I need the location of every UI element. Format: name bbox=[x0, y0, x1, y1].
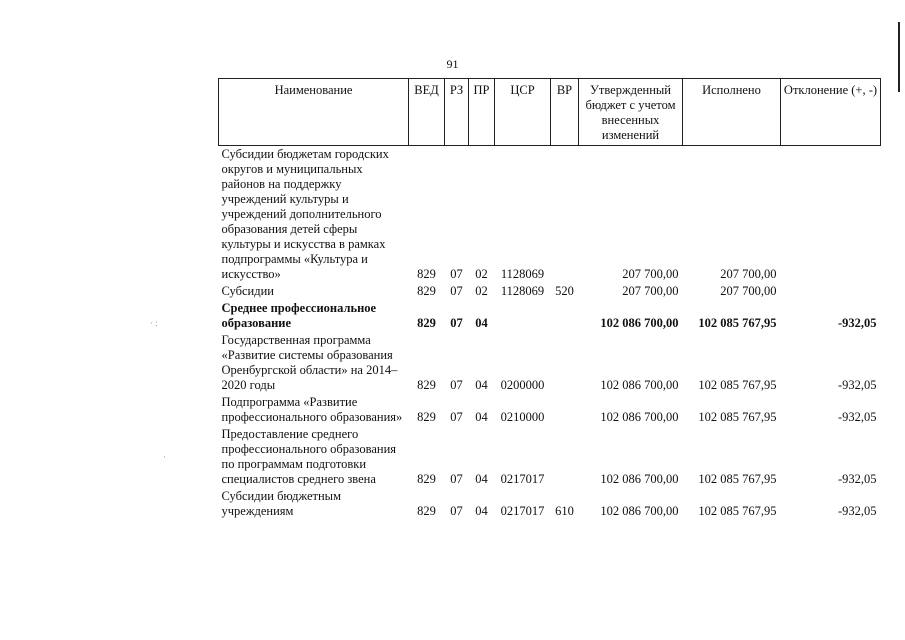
page-edge-rule bbox=[898, 22, 900, 92]
row-name: Субсидии бюджетам городских округов и муниципальных районов на поддержку учреждений культуры и учреждений дополнительного образования детей сферы культуры и искусства в рамках подпрограммы «Культура и искусство» bbox=[221, 147, 389, 281]
header-name: Наименование bbox=[219, 79, 409, 146]
row-csr bbox=[495, 300, 551, 332]
row-pr: 02 bbox=[475, 284, 488, 298]
row-approved: 102 086 700,00 bbox=[600, 316, 679, 330]
table-row bbox=[219, 146, 881, 284]
header-csr: ЦСР bbox=[495, 79, 551, 146]
table-row bbox=[219, 426, 881, 488]
row-pr: 04 bbox=[475, 378, 488, 392]
scan-artifact: · bbox=[163, 452, 166, 462]
row-ved: 829 bbox=[417, 267, 436, 281]
row-deviation: -932,05 bbox=[837, 410, 877, 424]
row-rz: 07 bbox=[450, 410, 463, 424]
row-vr: 520 bbox=[555, 284, 574, 298]
row-ved: 829 bbox=[417, 472, 436, 486]
row-csr: 1128069 bbox=[500, 267, 545, 281]
row-executed: 102 085 767,95 bbox=[698, 378, 777, 392]
row-rz: 07 bbox=[450, 378, 463, 392]
row-csr: 0217017 bbox=[500, 472, 545, 486]
table-row-section-total bbox=[219, 300, 881, 332]
row-name: Государственная программа «Развитие системы образования Оренбургской области» на 2014–2020 годы bbox=[221, 333, 398, 392]
budget-table-wrapper bbox=[218, 78, 881, 520]
row-approved: 102 086 700,00 bbox=[600, 378, 679, 392]
row-ved: 829 bbox=[417, 504, 436, 518]
row-pr: 04 bbox=[475, 316, 488, 330]
row-rz: 07 bbox=[450, 267, 463, 281]
row-pr: 04 bbox=[475, 472, 488, 486]
row-deviation: -932,05 bbox=[837, 316, 877, 330]
row-rz: 07 bbox=[450, 504, 463, 518]
header-vr: ВР bbox=[551, 79, 579, 146]
row-csr: 0200000 bbox=[500, 378, 545, 392]
page-number: 91 bbox=[446, 57, 459, 71]
header-deviation: Отклонение (+, -) bbox=[781, 79, 881, 146]
row-approved: 102 086 700,00 bbox=[600, 472, 679, 486]
row-executed: 102 085 767,95 bbox=[698, 316, 777, 330]
row-name: Предоставление среднего профессионального образования по программам подготовки специалистов среднего звена bbox=[221, 427, 397, 486]
row-approved: 102 086 700,00 bbox=[600, 504, 679, 518]
scan-artifact: · : bbox=[150, 318, 158, 328]
row-rz: 07 bbox=[450, 316, 463, 330]
row-approved: 102 086 700,00 bbox=[600, 410, 679, 424]
header-ved: ВЕД bbox=[409, 79, 445, 146]
table-row bbox=[219, 488, 881, 520]
table-row bbox=[219, 332, 881, 394]
header-executed: Исполнено bbox=[683, 79, 781, 146]
row-vr: 610 bbox=[555, 504, 574, 518]
row-deviation bbox=[781, 146, 881, 284]
row-ved: 829 bbox=[417, 378, 436, 392]
row-csr: 0210000 bbox=[500, 410, 545, 424]
row-pr: 04 bbox=[475, 410, 488, 424]
row-executed: 102 085 767,95 bbox=[698, 504, 777, 518]
row-pr: 04 bbox=[475, 504, 488, 518]
row-deviation: -932,05 bbox=[837, 378, 877, 392]
row-executed: 207 700,00 bbox=[720, 284, 777, 298]
row-name: Подпрограмма «Развитие профессионального образования» bbox=[221, 395, 403, 424]
row-ved: 829 bbox=[417, 284, 436, 298]
row-ved: 829 bbox=[417, 316, 436, 330]
row-csr: 1128069 bbox=[500, 284, 545, 298]
header-rz: РЗ bbox=[445, 79, 469, 146]
row-pr: 02 bbox=[475, 267, 488, 281]
row-executed: 102 085 767,95 bbox=[698, 410, 777, 424]
table-row bbox=[219, 283, 881, 300]
row-approved: 207 700,00 bbox=[622, 267, 679, 281]
row-deviation: -932,05 bbox=[837, 472, 877, 486]
row-vr bbox=[551, 394, 579, 426]
row-name: Субсидии бюджетным учреждениям bbox=[221, 489, 341, 518]
table-header-row bbox=[219, 79, 881, 146]
header-approved: Утвержденный бюджет с учетом внесенных изменений bbox=[579, 79, 683, 146]
row-executed: 102 085 767,95 bbox=[698, 472, 777, 486]
row-vr bbox=[551, 146, 579, 284]
row-rz: 07 bbox=[450, 284, 463, 298]
row-vr bbox=[551, 332, 579, 394]
row-name: Среднее профессиональное образование bbox=[221, 301, 377, 330]
row-vr bbox=[551, 300, 579, 332]
row-ved: 829 bbox=[417, 410, 436, 424]
row-deviation bbox=[781, 283, 881, 300]
row-csr: 0217017 bbox=[500, 504, 545, 518]
row-approved: 207 700,00 bbox=[622, 284, 679, 298]
row-vr bbox=[551, 426, 579, 488]
header-pr: ПР bbox=[469, 79, 495, 146]
table-row bbox=[219, 394, 881, 426]
row-deviation: -932,05 bbox=[837, 504, 877, 518]
row-rz: 07 bbox=[450, 472, 463, 486]
row-executed: 207 700,00 bbox=[720, 267, 777, 281]
row-name: Субсидии bbox=[221, 284, 274, 298]
budget-execution-table bbox=[218, 78, 881, 520]
